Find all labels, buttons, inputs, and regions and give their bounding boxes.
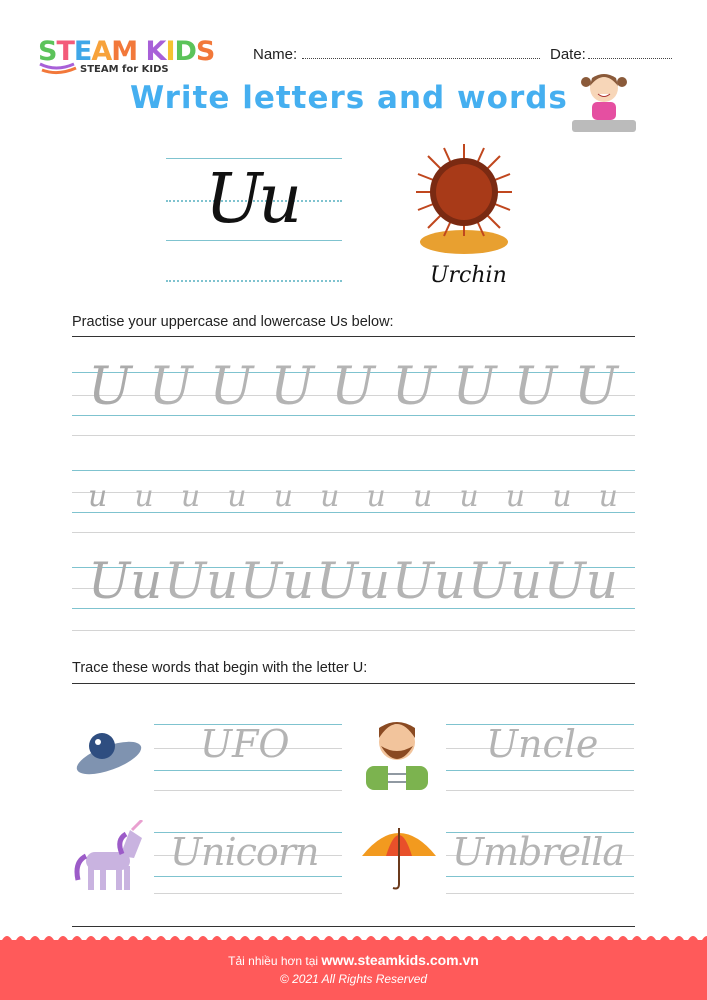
trace-letter[interactable]: u <box>552 479 572 514</box>
logo-letter: M <box>111 36 138 67</box>
trace-letter[interactable]: Uu <box>315 552 391 610</box>
footer-link-line <box>0 952 707 968</box>
girl-writing-icon <box>570 68 640 136</box>
trace-letter[interactable]: u <box>412 479 433 514</box>
model-letter: Uu <box>88 552 163 610</box>
trace-letter[interactable]: U <box>574 357 618 417</box>
divider <box>72 683 635 684</box>
logo-letter: S <box>38 36 57 67</box>
trace-letter[interactable]: Uu <box>239 552 315 610</box>
guide-line <box>72 470 635 471</box>
guide-line <box>154 893 342 894</box>
guide-line <box>154 790 342 791</box>
trace-letter[interactable]: Uu <box>391 552 467 610</box>
trace-word-unicorn[interactable]: Unicorn <box>170 830 319 874</box>
logo-tagline: STEAM for KIDS <box>80 64 169 75</box>
guide-line <box>446 790 634 791</box>
logo-letter: S <box>195 36 215 67</box>
trace-letter[interactable]: U <box>209 357 254 417</box>
guide-line <box>72 435 635 436</box>
trace-letter[interactable]: U <box>148 357 193 417</box>
footer <box>0 940 707 1000</box>
trace-letter[interactable]: u <box>227 479 247 514</box>
guide-line <box>154 770 342 771</box>
trace-letter[interactable]: U <box>331 357 375 417</box>
logo-letter: D <box>174 36 196 67</box>
unicorn-icon <box>72 820 148 894</box>
trace-letter[interactable]: u <box>273 479 294 514</box>
trace-word-umbrella[interactable]: Umbrella <box>452 830 624 874</box>
page-title: Write letters and words <box>130 80 568 116</box>
trace-letter[interactable]: Uu <box>543 552 618 610</box>
featured-word: Urchin <box>430 263 507 288</box>
uncle-icon <box>364 712 430 790</box>
trace-letter[interactable]: U <box>452 357 497 417</box>
trace-letter[interactable]: u <box>134 479 154 514</box>
trace-letter[interactable]: u <box>320 479 340 514</box>
model-letter: u <box>88 479 108 514</box>
guide-line <box>446 770 634 771</box>
divider <box>72 926 635 927</box>
logo-letter <box>137 36 145 67</box>
guide-line <box>446 893 634 894</box>
guide-line <box>154 876 342 877</box>
guide-line <box>446 876 634 877</box>
words-instruction: Trace these words that begin with the letter U: <box>72 660 368 676</box>
logo-letter: T <box>56 36 74 67</box>
footer-prefix: Tải nhiều hơn tại <box>228 954 319 968</box>
trace-word-ufo[interactable]: UFO <box>200 722 290 766</box>
urchin-icon <box>408 140 520 258</box>
umbrella-icon <box>360 820 438 894</box>
logo-letter: A <box>91 36 112 67</box>
date-label: Date: <box>550 46 586 63</box>
practice-row-lowercase[interactable] <box>88 479 618 514</box>
guide-line <box>166 158 342 159</box>
name-label: Name: <box>253 46 298 63</box>
trace-letter[interactable]: U <box>270 357 315 417</box>
logo-letter: K <box>145 36 166 67</box>
practice-row-uppercase[interactable] <box>88 357 618 417</box>
logo-letter: I <box>165 36 175 67</box>
featured-letters: Uu <box>205 160 299 239</box>
guide-line <box>72 532 635 533</box>
trace-letter[interactable]: u <box>505 479 526 514</box>
model-letter: U <box>88 357 132 417</box>
date-field[interactable] <box>588 58 672 59</box>
trace-letter[interactable]: u <box>366 479 386 514</box>
logo-swoosh-icon <box>38 60 78 76</box>
guide-line <box>166 240 342 241</box>
footer-copyright: © 2021 All Rights Reserved <box>279 972 428 986</box>
guide-line <box>72 630 635 631</box>
trace-letter[interactable]: Uu <box>467 552 543 610</box>
trace-word-uncle[interactable]: Uncle <box>486 722 599 766</box>
footer-url-link[interactable]: www.steamkids.com.vn <box>321 952 479 968</box>
divider <box>72 336 635 337</box>
trace-letter[interactable]: U <box>513 357 558 417</box>
logo-letter: E <box>73 36 92 67</box>
practice-instruction: Practise your uppercase and lowercase Us below: <box>72 314 394 330</box>
trace-letter[interactable]: u <box>459 479 479 514</box>
trace-letter[interactable]: U <box>391 357 436 417</box>
practice-row-mixed[interactable] <box>88 552 618 610</box>
trace-letter[interactable]: u <box>598 479 618 514</box>
ufo-icon <box>72 722 146 782</box>
name-field[interactable] <box>302 58 540 59</box>
guide-line <box>166 280 342 282</box>
trace-letter[interactable]: u <box>180 479 201 514</box>
trace-letter[interactable]: Uu <box>163 552 239 610</box>
